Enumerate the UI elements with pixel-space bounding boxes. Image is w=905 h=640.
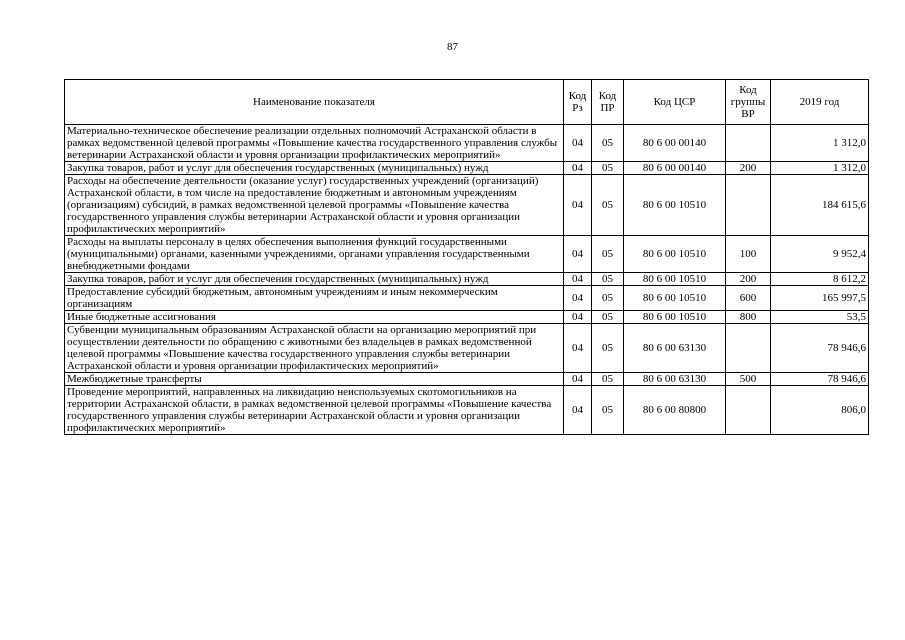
row-csr-code: 80 6 00 10510 [624, 236, 726, 273]
table-row [65, 273, 869, 286]
row-vr-code [726, 125, 771, 162]
row-amount: 53,5 [771, 311, 869, 324]
row-vr-code: 200 [726, 162, 771, 175]
header-year: 2019 год [771, 80, 869, 125]
row-vr-code: 100 [726, 236, 771, 273]
row-vr-code: 600 [726, 286, 771, 311]
row-pr-code: 05 [592, 175, 624, 236]
row-name: Иные бюджетные ассигнования [65, 311, 564, 324]
table-row [65, 324, 869, 373]
row-pr-code: 05 [592, 386, 624, 435]
row-name: Субвенции муниципальным образованиям Астраханской области на организацию мероприятий при осуществлении деятельности по обращению с животными без владельцев в рамках ведомственной целевой программы «Повышение качества государственного управления службы ветеринарии Астраханской области и уровня организации профилактических мероприятий» [65, 324, 564, 373]
table-row [65, 175, 869, 236]
row-rz-code: 04 [564, 162, 592, 175]
row-vr-code [726, 324, 771, 373]
budget-table [64, 79, 869, 435]
header-csr: Код ЦСР [624, 80, 726, 125]
table-row [65, 386, 869, 435]
row-name: Расходы на выплаты персоналу в целях обеспечения выполнения функций государственными (муниципальными) органами, казенными учреждениями, органами управления государственными внебюджетными фондами [65, 236, 564, 273]
row-rz-code: 04 [564, 236, 592, 273]
row-name: Проведение мероприятий, направленных на ликвидацию неиспользуемых скотомогильников на территории Астраханской области, в рамках ведомственной целевой программы «Повышение качества государственного управления службы ветеринарии Астраханской области и уровня организации профилактических мероприятий» [65, 386, 564, 435]
table-body [65, 125, 869, 435]
row-rz-code: 04 [564, 373, 592, 386]
row-amount: 78 946,6 [771, 373, 869, 386]
table-row [65, 311, 869, 324]
row-name: Межбюджетные трансферты [65, 373, 564, 386]
row-rz-code: 04 [564, 175, 592, 236]
table-row [65, 125, 869, 162]
row-rz-code: 04 [564, 324, 592, 373]
row-name: Предоставление субсидий бюджетным, автономным учреждениям и иным некоммерческим организациям [65, 286, 564, 311]
row-csr-code: 80 6 00 10510 [624, 311, 726, 324]
row-pr-code: 05 [592, 324, 624, 373]
row-rz-code: 04 [564, 386, 592, 435]
table-row [65, 162, 869, 175]
row-pr-code: 05 [592, 286, 624, 311]
row-rz-code: 04 [564, 286, 592, 311]
table-row [65, 236, 869, 273]
row-csr-code: 80 6 00 10510 [624, 286, 726, 311]
row-amount: 165 997,5 [771, 286, 869, 311]
row-amount: 78 946,6 [771, 324, 869, 373]
row-csr-code: 80 6 00 80800 [624, 386, 726, 435]
row-vr-code [726, 175, 771, 236]
row-pr-code: 05 [592, 273, 624, 286]
row-pr-code: 05 [592, 373, 624, 386]
row-pr-code: 05 [592, 162, 624, 175]
row-amount: 806,0 [771, 386, 869, 435]
row-vr-code [726, 386, 771, 435]
row-pr-code: 05 [592, 125, 624, 162]
row-name: Расходы на обеспечение деятельности (оказание услуг) государственных учреждений (организаций) Астраханской области, в том числе на предоставление бюджетным и автономным учреждениям (организациям) субсидий, в рамках ведомственной целевой программы «Повышение качества государственного управления службы ветеринарии Астраханской области и уровня организации профилактических мероприятий» [65, 175, 564, 236]
row-amount: 1 312,0 [771, 162, 869, 175]
header-vr: Код группы ВР [726, 80, 771, 125]
row-vr-code: 800 [726, 311, 771, 324]
row-pr-code: 05 [592, 311, 624, 324]
row-csr-code: 80 6 00 63130 [624, 324, 726, 373]
header-pr: Код ПР [592, 80, 624, 125]
row-rz-code: 04 [564, 311, 592, 324]
row-amount: 184 615,6 [771, 175, 869, 236]
page-number: 87 [447, 41, 458, 53]
row-name: Закупка товаров, работ и услуг для обеспечения государственных (муниципальных) нужд [65, 162, 564, 175]
table-row [65, 286, 869, 311]
row-name: Материально-техническое обеспечение реализации отдельных полномочий Астраханской области в рамках ведомственной целевой программы «Повышение качества государственного управления службы ветеринарии Астраханской области и уровня организации профилактических мероприятий» [65, 125, 564, 162]
row-amount: 8 612,2 [771, 273, 869, 286]
row-amount: 1 312,0 [771, 125, 869, 162]
row-csr-code: 80 6 00 10510 [624, 273, 726, 286]
row-csr-code: 80 6 00 63130 [624, 373, 726, 386]
row-vr-code: 500 [726, 373, 771, 386]
row-name: Закупка товаров, работ и услуг для обеспечения государственных (муниципальных) нужд [65, 273, 564, 286]
header-rz: Код Рз [564, 80, 592, 125]
row-amount: 9 952,4 [771, 236, 869, 273]
table-row [65, 373, 869, 386]
row-rz-code: 04 [564, 273, 592, 286]
header-name: Наименование показателя [65, 80, 564, 125]
row-pr-code: 05 [592, 236, 624, 273]
row-csr-code: 80 6 00 00140 [624, 162, 726, 175]
row-csr-code: 80 6 00 00140 [624, 125, 726, 162]
row-csr-code: 80 6 00 10510 [624, 175, 726, 236]
row-rz-code: 04 [564, 125, 592, 162]
table-header-row [65, 80, 869, 125]
row-vr-code: 200 [726, 273, 771, 286]
